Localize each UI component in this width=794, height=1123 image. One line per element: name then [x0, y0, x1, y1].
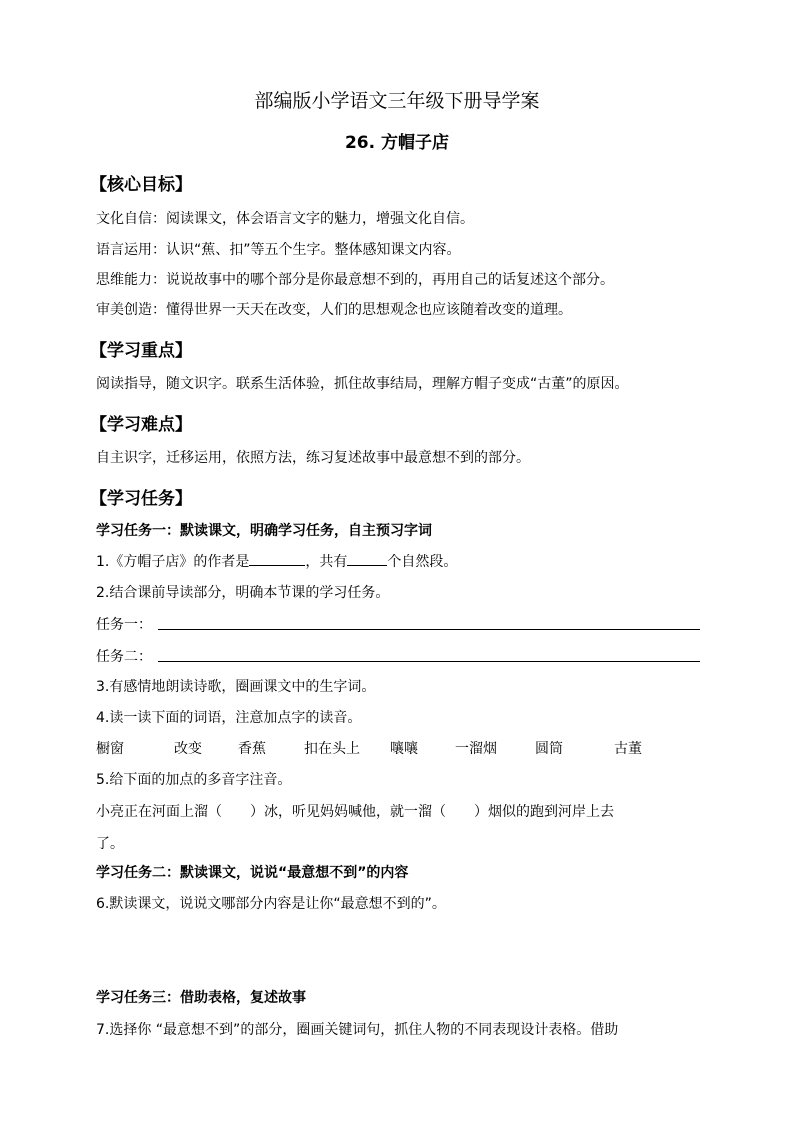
vocab-word: 改变: [174, 741, 202, 757]
section-heading-key-points: 【学习重点】: [90, 341, 192, 361]
task-b-label: 任务二：: [96, 649, 152, 665]
question-1-part-b: ，共有: [305, 554, 348, 570]
question-5-sentence-end: 了。: [96, 836, 124, 852]
vocab-word: 圆筒: [535, 741, 563, 757]
vocab-word: 扣在头上: [304, 741, 360, 757]
key-points-text: 阅读指导，随文识字。联系生活体验，抓住故事结局，理解方帽子变成“古董”的原因。: [96, 376, 629, 392]
vocab-word: 橱窗: [96, 741, 124, 757]
goal-line: 思维能力：说说故事中的哪个部分是你最意想不到的，再用自己的话复述这个部分。: [96, 272, 614, 288]
task-b-answer-line[interactable]: [158, 661, 700, 662]
question-7: 7.选择你 “最意想不到”的部分，圈画关键词句，抓住人物的不同表现设计表格。借助: [96, 1022, 619, 1038]
question-1: [96, 551, 457, 571]
question-1-part-a: 1.《方帽子店》的作者是: [96, 554, 250, 570]
question-5: 5.给下面的加点的多音字注音。: [96, 772, 292, 788]
goal-line: 文化自信：阅读课文，体会语言文字的魅力，增强文化自信。: [96, 211, 474, 227]
author-blank[interactable]: [249, 551, 305, 566]
question-2: 2.结合课前导读部分，明确本节课的学习任务。: [96, 585, 390, 601]
vocab-word: 古董: [614, 741, 642, 757]
task-a-label: 任务一：: [96, 617, 152, 633]
vocab-word: 嚷嚷: [390, 741, 418, 757]
section-heading-goals: 【核心目标】: [90, 175, 192, 195]
task3-title: 学习任务三：借助表格，复述故事: [96, 990, 306, 1006]
task2-title: 学习任务二：默读课文，说说“最意想不到”的内容: [96, 865, 409, 881]
question-6: 6.默读课文，说说文哪部分内容是让你“最意想不到的”。: [96, 896, 446, 912]
question-3: 3.有感情地朗读诗歌，圈画课文中的生字词。: [96, 679, 376, 695]
vocab-word: 一溜烟: [455, 741, 497, 757]
document-title: 部编版小学语文三年级下册导学案: [254, 90, 540, 112]
goal-line: 审美创造：懂得世界一天天在改变，人们的思想观念也应该随着改变的道理。: [96, 302, 572, 318]
section-heading-tasks: 【学习任务】: [90, 489, 192, 509]
difficulties-text: 自主识字，迁移运用，依照方法，练习复述故事中最意想不到的部分。: [96, 450, 530, 466]
goal-line: 语言运用：认识“蕉、扣”等五个生字。整体感知课文内容。: [96, 242, 461, 258]
question-1-part-c: 个自然段。: [387, 554, 458, 570]
lesson-title: 26. 方帽子店: [344, 133, 450, 153]
task-a-answer-line[interactable]: [158, 629, 700, 630]
question-4: 4.读一读下面的词语，注意加点字的读音。: [96, 710, 362, 726]
question-5-sentence: 小亮正在河面上溜（ ）冰，听见妈妈喊他，就一溜（ ）烟似的跑到河岸上去: [96, 804, 614, 820]
task1-title: 学习任务一：默读课文，明确学习任务，自主预习字词: [96, 523, 432, 539]
paragraph-count-blank[interactable]: [347, 551, 387, 566]
vocab-word: 香蕉: [238, 741, 266, 757]
section-heading-difficulties: 【学习难点】: [90, 415, 192, 435]
